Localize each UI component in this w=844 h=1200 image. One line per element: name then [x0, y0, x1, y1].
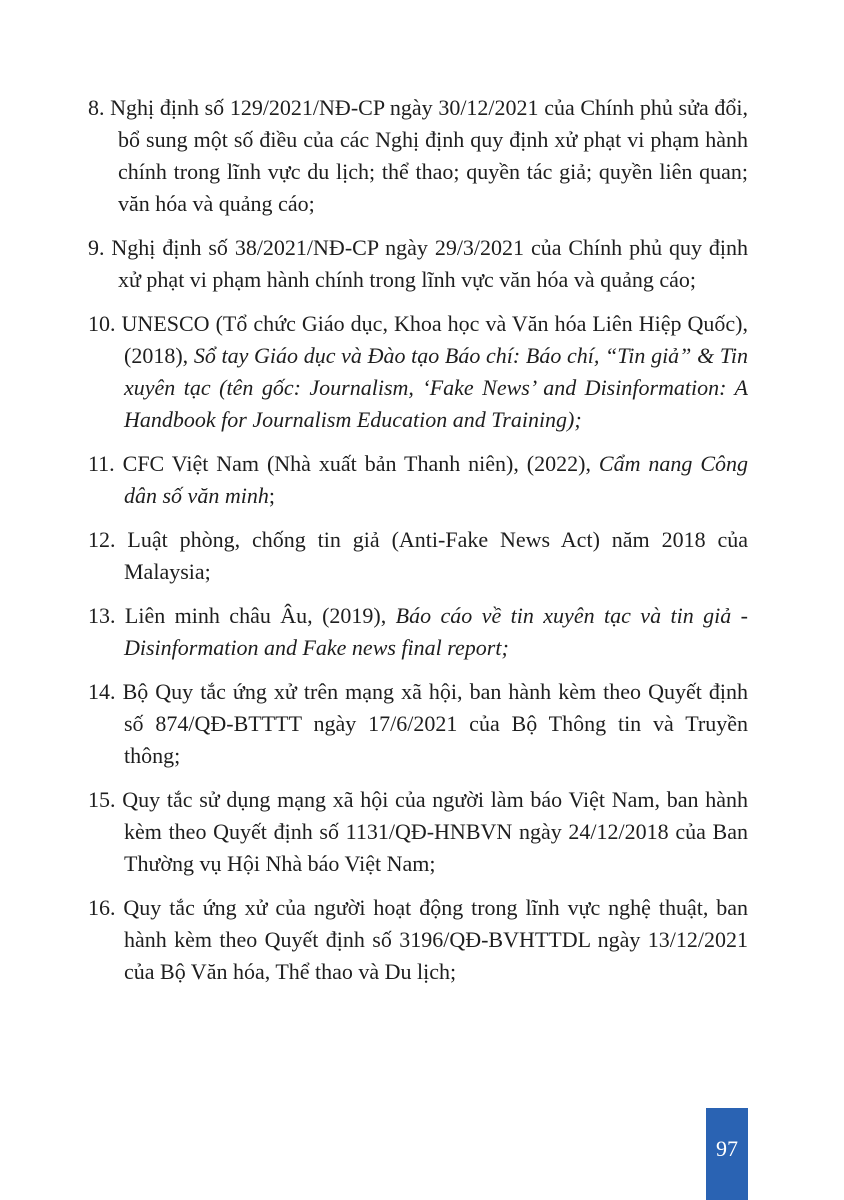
reference-list	[88, 92, 748, 1000]
reference-number: 10.	[88, 311, 116, 336]
reference-number: 14.	[88, 679, 116, 704]
reference-item-13	[88, 600, 748, 664]
reference-item-12	[88, 524, 748, 588]
reference-title: Sổ tay Giáo dục và Đào tạo Báo chí: Báo chí, “Tin giả” & Tin xuyên tạc (tên gốc: Journalism, ‘Fake News’ and Disinformation: A Handbook for Journalism Education and Training);	[124, 343, 749, 432]
reference-number: 11.	[88, 451, 115, 476]
reference-number: 8.	[88, 95, 105, 120]
reference-item-9	[88, 232, 748, 296]
reference-title: Báo cáo về tin xuyên tạc và tin giả - Disinformation and Fake news final report;	[124, 603, 748, 660]
reference-number: 13.	[88, 603, 116, 628]
reference-text: Luật phòng, chống tin giả (Anti-Fake News Act) năm 2018 của Malaysia;	[124, 527, 748, 584]
reference-number: 15.	[88, 787, 116, 812]
reference-text: UNESCO (Tổ chức Giáo dục, Khoa học và Văn hóa Liên Hiệp Quốc), (2018),	[121, 311, 748, 368]
reference-item-10	[88, 308, 748, 436]
reference-text: Quy tắc sử dụng mạng xã hội của người làm báo Việt Nam, ban hành kèm theo Quyết định số 1131/QĐ-HNBVN ngày 24/12/2018 của Ban Thường vụ Hội Nhà báo Việt Nam;	[122, 787, 748, 876]
reference-text: Quy tắc ứng xử của người hoạt động trong lĩnh vực nghệ thuật, ban hành kèm theo Quyết định số 3196/QĐ-BVHTTDL ngày 13/12/2021 của Bộ Văn hóa, Thể thao và Du lịch;	[123, 895, 748, 984]
reference-number: 12.	[88, 527, 116, 552]
reference-title: Cẩm nang Công dân số văn minh	[124, 451, 749, 508]
reference-text: Nghị định số 129/2021/NĐ-CP ngày 30/12/2021 của Chính phủ sửa đổi, bổ sung một số điều của các Nghị định quy định xử phạt vi phạm hành chính trong lĩnh vực du lịch; thể thao; quyền tác giả; quyền liên quan; văn hóa và quảng cáo;	[110, 95, 749, 216]
reference-item-8	[88, 92, 748, 220]
page-number: 97	[716, 1136, 738, 1161]
page-number-tab	[706, 1108, 748, 1200]
reference-item-14	[88, 676, 748, 772]
reference-text: Liên minh châu Âu, (2019),	[124, 603, 396, 628]
reference-number: 16.	[88, 895, 116, 920]
reference-text: Nghị định số 38/2021/NĐ-CP ngày 29/3/2021 của Chính phủ quy định xử phạt vi phạm hành chính trong lĩnh vực văn hóa và quảng cáo;	[111, 235, 749, 292]
reference-number: 9.	[88, 235, 105, 260]
reference-item-16	[88, 892, 748, 988]
reference-text: CFC Việt Nam (Nhà xuất bản Thanh niên), (2022),	[122, 451, 599, 476]
reference-suffix: ;	[268, 483, 275, 508]
reference-text: Bộ Quy tắc ứng xử trên mạng xã hội, ban hành kèm theo Quyết định số 874/QĐ-BTTTT ngày 17/6/2021 của Bộ Thông tin và Truyền thông;	[122, 679, 749, 768]
reference-item-11	[88, 448, 748, 512]
reference-item-15	[88, 784, 748, 880]
